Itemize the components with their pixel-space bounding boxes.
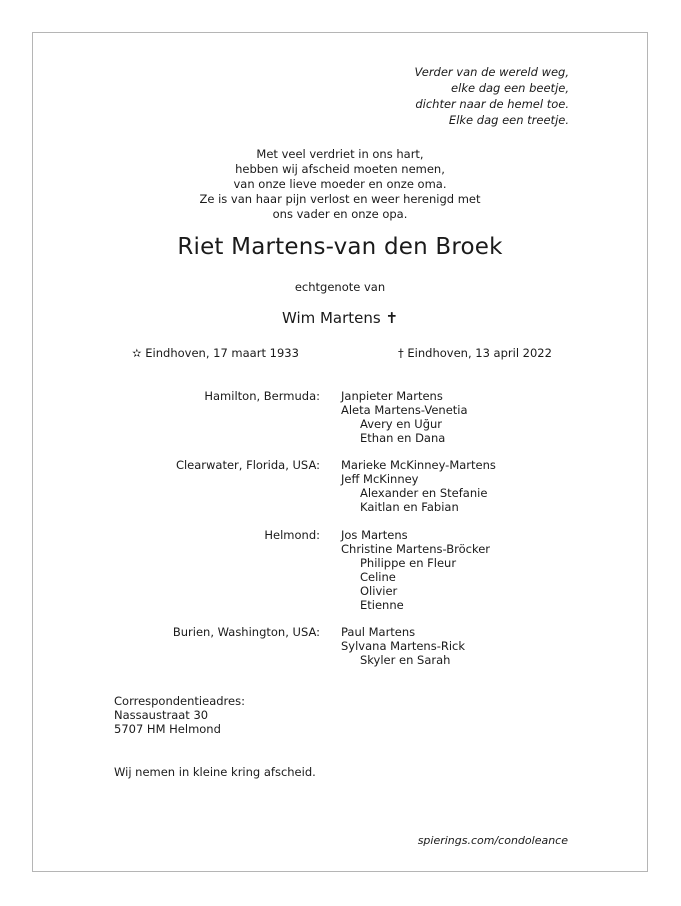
poem [269, 64, 569, 128]
grandchildren: Kaitlan en Fabian [360, 500, 459, 514]
family-member: Jeff McKinney [341, 472, 419, 486]
birth-info: ✫ Eindhoven, 17 maart 1933 [132, 346, 299, 360]
grandchildren: Avery en Uğur [360, 417, 443, 431]
correspondence-address [114, 694, 245, 736]
family-location: Helmond: [264, 528, 320, 542]
family-member: Christine Martens-Bröcker [341, 542, 491, 556]
correspondence-city: 5707 HM Helmond [114, 722, 221, 736]
poem-line: dichter naar de hemel toe. [415, 97, 569, 111]
family-members [341, 458, 496, 514]
poem-line: elke dag een beetje, [451, 81, 569, 95]
grandchildren: Skyler en Sarah [360, 653, 451, 667]
correspondence-label: Correspondentieadres: [114, 694, 245, 708]
poem-line: Elke dag een treetje. [448, 113, 569, 127]
grandchildren: Philippe en Fleur [360, 556, 457, 570]
intro-line: Ze is van haar pijn verlost en weer herenigd met [199, 192, 481, 206]
website-link[interactable]: spierings.com/condoleance [417, 834, 568, 847]
intro-line: Met veel verdriet in ons hart, [256, 147, 424, 161]
closing-note: Wij nemen in kleine kring afscheid. [114, 765, 316, 779]
deceased-name: Riet Martens-van den Broek [177, 234, 503, 260]
grandchildren: Ethan en Dana [360, 431, 446, 445]
intro-line: hebben wij afscheid moeten nemen, [235, 162, 445, 176]
family-member: Paul Martens [341, 625, 416, 639]
grandchildren: Olivier [360, 584, 398, 598]
family-location: Burien, Washington, USA: [172, 625, 320, 639]
poem-line: Verder van de wereld weg, [414, 65, 569, 79]
spouse-name: Wim Martens ✝ [281, 309, 399, 327]
grandchildren: Alexander en Stefanie [360, 486, 488, 500]
family-members [341, 389, 468, 445]
spouse-label: echtgenote van [294, 280, 386, 294]
death-info: † Eindhoven, 13 april 2022 [398, 346, 552, 360]
family-member: Sylvana Martens-Rick [341, 639, 466, 653]
intro-line: van onze lieve moeder en onze oma. [233, 177, 447, 191]
family-member: Aleta Martens-Venetia [341, 403, 468, 417]
family-member: Marieke McKinney-Martens [341, 458, 496, 472]
family-members [341, 528, 490, 612]
grandchildren: Etienne [360, 598, 404, 612]
family-location: Clearwater, Florida, USA: [175, 458, 320, 472]
family-member: Jos Martens [341, 528, 408, 542]
grandchildren: Celine [360, 570, 396, 584]
intro-text [140, 147, 540, 222]
family-location: Hamilton, Bermuda: [204, 389, 320, 403]
intro-line: ons vader en onze opa. [272, 207, 408, 221]
correspondence-street: Nassaustraat 30 [114, 708, 209, 722]
family-members [341, 625, 465, 667]
family-member: Janpieter Martens [341, 389, 443, 403]
